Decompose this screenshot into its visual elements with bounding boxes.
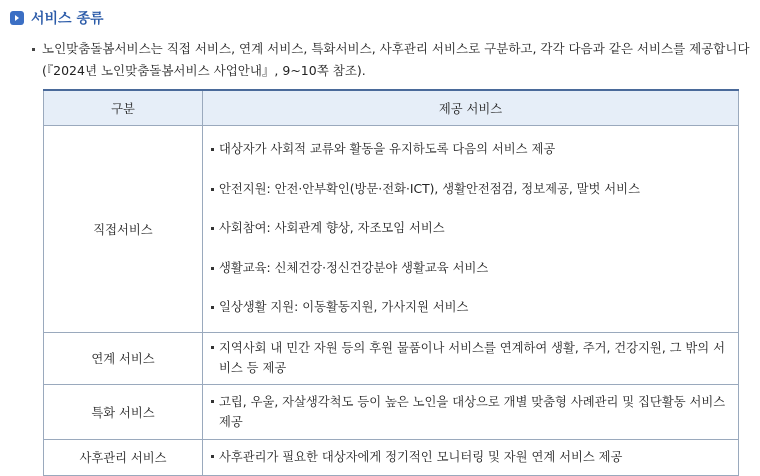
header-services: 제공 서비스 — [203, 90, 739, 126]
row-category: 사후관리 서비스 — [44, 439, 203, 475]
section-title-text: 서비스 종류 — [31, 11, 104, 27]
service-item: 고립, 우울, 자살생각척도 등이 높은 노인을 대상으로 개별 맞춤형 사례관리 및 집단활동 서비스 제공 — [211, 392, 728, 432]
section-title — [10, 8, 104, 28]
table-row — [44, 439, 739, 475]
row-category: 연계 서비스 — [44, 332, 203, 384]
service-item: 사후관리가 필요한 대상자에게 정기적인 모니터링 및 자원 연계 서비스 제공 — [211, 447, 728, 467]
bullet-icon — [32, 48, 35, 51]
intro-paragraph — [30, 38, 758, 82]
row-services — [203, 332, 739, 384]
row-category: 특화 서비스 — [44, 384, 203, 439]
intro-text: 노인맞춤돌봄서비스는 직접 서비스, 연계 서비스, 특화서비스, 사후관리 서비스로 구분하고, 각각 다음과 같은 서비스를 제공합니다(『2024년 노인맞춤돌봄서비스 사업안내』, 9~10쪽 참조). — [42, 41, 750, 78]
header-category: 구분 — [44, 90, 203, 126]
row-services — [203, 126, 739, 333]
service-item: 대상자가 사회적 교류와 활동을 유지하도록 다음의 서비스 제공 — [211, 130, 728, 170]
table-header-row — [44, 90, 739, 126]
service-item: 생활교육: 신체건강·정신건강분야 생활교육 서비스 — [211, 249, 728, 289]
service-item: 일상생활 지원: 이동활동지원, 가사지원 서비스 — [211, 288, 728, 328]
table-row — [44, 126, 739, 333]
table-row — [44, 384, 739, 439]
service-table — [43, 89, 739, 476]
table-row — [44, 332, 739, 384]
arrow-right-icon — [10, 11, 24, 25]
service-item: 지역사회 내 민간 자원 등의 후원 물품이나 서비스를 연계하여 생활, 주거, 건강지원, 그 밖의 서비스 등 제공 — [211, 338, 728, 378]
service-item: 안전지원: 안전·안부확인(방문·전화·ICT), 생활안전점검, 정보제공, 말벗 서비스 — [211, 170, 728, 210]
service-item: 사회참여: 사회관계 향상, 자조모임 서비스 — [211, 209, 728, 249]
row-category: 직접서비스 — [44, 126, 203, 333]
row-services — [203, 384, 739, 439]
row-services — [203, 439, 739, 475]
